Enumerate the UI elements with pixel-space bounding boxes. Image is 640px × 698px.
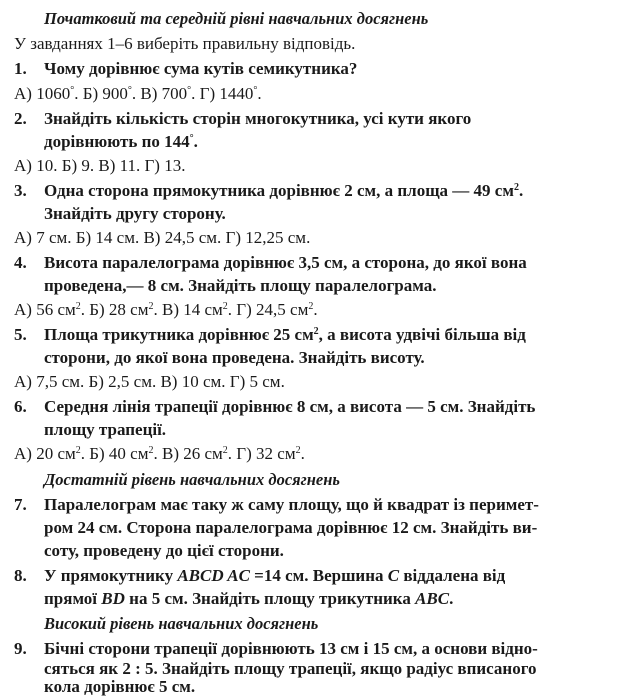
instructions: У завданнях 1–6 виберіть правильну відповідь. [14,34,356,53]
task-1-line-1: Чому дорівнює сума кутів семикутника? [44,59,358,78]
task-6-line-1: Середня лінія трапеції дорівнює 8 см, а висота — 5 см. Знайдіть [44,397,536,416]
task-9-number: 9. [14,639,27,658]
task-9-line-2: сяться як 2 : 5. Знайдіть площу трапеції, якщо радіус вписаного [44,659,537,678]
task-8-line-2: прямої BD на 5 см. Знайдіть площу трикутника ABC. [44,589,454,608]
section-header-sufficient: Достатній рівень навчальних досягнень [44,470,340,489]
task-6-line-2: площу трапеції. [44,420,167,439]
section-header-high: Високий рівень навчальних досягнень [44,614,319,633]
section-header-basic: Початковий та середній рівні навчальних досягнень [44,9,429,28]
task-1-number: 1. [14,59,27,78]
task-9-line-3: кола дорівнює 5 см. [44,677,196,696]
task-2-answers: А) 10. Б) 9. В) 11. Г) 13. [14,156,186,175]
task-5-line-2: сторони, до якої вона проведена. Знайдіть висоту. [44,348,425,367]
task-5-line-1: Площа трикутника дорівнює 25 $см^2$, а висота удвічі більша від [44,325,526,344]
task-5-answers: А) 7,5 см. Б) 2,5 см. В) 10 см. Г) 5 см. [14,372,285,391]
task-9-line-1: Бічні сторони трапеції дорівнюють 13 см і 15 см, а основи відно- [44,639,538,658]
task-2-line-1: Знайдіть кількість сторін многокутника, усі кути якого [44,109,472,128]
task-8-number: 8. [14,566,27,585]
task-1-answers: А) 1060°. Б) 900°. В) 700°. Г) 1440°. [14,84,262,103]
task-3-answers: А) 7 см. Б) 14 см. В) 24,5 см. Г) 12,25 см. [14,228,311,247]
task-7-number: 7. [14,495,27,514]
task-2-number: 2. [14,109,27,128]
task-4-number: 4. [14,253,27,272]
task-3-number: 3. [14,181,27,200]
task-3-line-2: Знайдіть другу сторону. [44,204,226,223]
task-4-answers: А) 56 $см^2$. Б) 28 $см^2$. В) 14 $см^2$. Г) 24,5 $см^2$. [14,300,318,319]
task-6-number: 6. [14,397,27,416]
task-5-number: 5. [14,325,27,344]
task-3-line-1: Одна сторона прямокутника дорівнює 2 см, а площа — 49 $см^2$. [44,181,524,200]
task-8-line-1: У прямокутнику ABCD AC =14 см. Вершина C віддалена від [44,566,506,585]
task-7-line-1: Паралелограм має таку ж саму площу, що й квадрат із перимет- [44,495,539,514]
task-2-line-2: дорівнюють по 144°. [44,132,198,151]
task-6-answers: А) 20 $см^2$. Б) 40 $см^2$. В) 26 $см^2$. Г) 32 $см^2$. [14,444,305,463]
task-4-line-2: проведена,— 8 см. Знайдіть площу паралелограма. [44,276,437,295]
task-7-line-3: соту, проведену до цієї сторони. [44,541,284,560]
task-4-line-1: Висота паралелограма дорівнює 3,5 см, а сторона, до якої вона [44,253,527,272]
task-7-line-2: ром 24 см. Сторона паралелограма дорівнює 12 см. Знайдіть ви- [44,518,538,537]
